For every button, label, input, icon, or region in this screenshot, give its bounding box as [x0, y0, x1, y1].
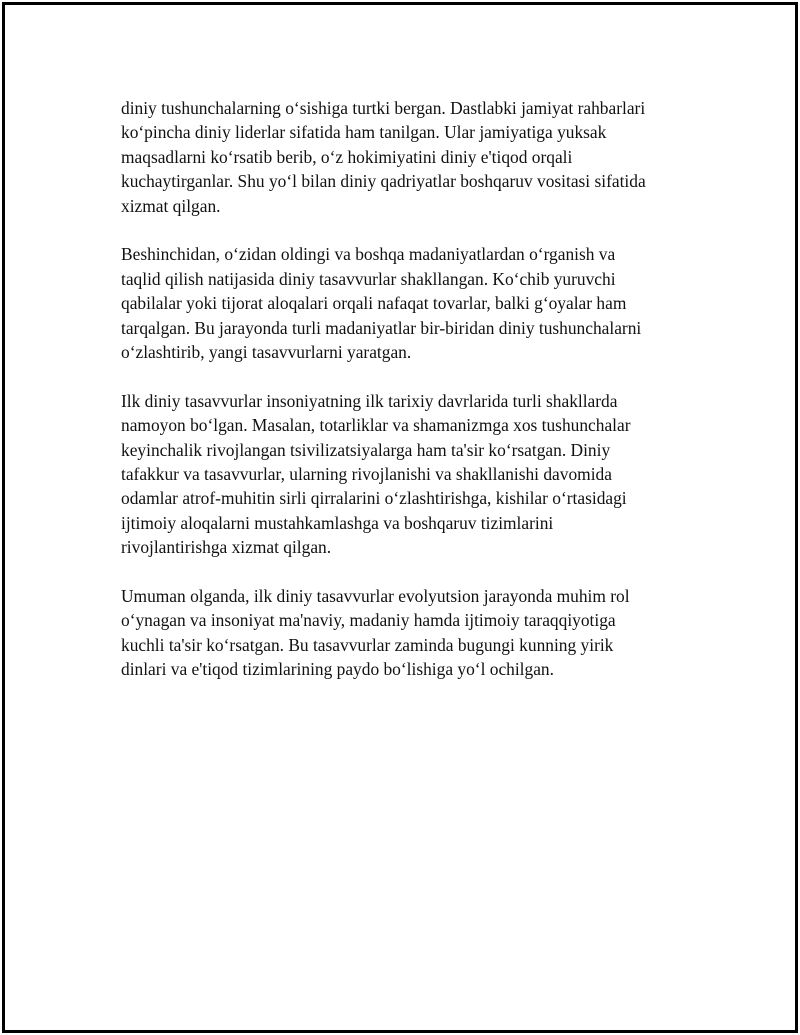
paragraph-line: taqlid qilish natijasida diniy tasavvurlar shakllangan. Ko‘chib yuruvchi — [121, 268, 616, 289]
paragraph-line: dinlari va e'tiqod tizimlarining paydo bo‘lishiga yo‘l ochilgan. — [121, 659, 554, 680]
paragraph-line: keyinchalik rivojlangan tsivilizatsiyalarga ham ta'sir ko‘rsatgan. Diniy — [121, 439, 611, 460]
document-page — [2, 2, 798, 1033]
paragraph-line: ijtimoiy aloqalarni mustahkamlashga va boshqaruv tizimlarini — [121, 512, 554, 533]
paragraph-line: o‘zlashtirib, yangi tasavvurlarni yaratgan. — [121, 342, 412, 363]
paragraph-1 — [121, 96, 701, 218]
paragraph-line: Beshinchidan, o‘zidan oldingi va boshqa madaniyatlardan o‘rganish va — [121, 244, 616, 265]
paragraph-line: Ilk diniy tasavvurlar insoniyatning ilk tarixiy davrlarida turli shakllarda — [121, 390, 618, 411]
paragraph-line: kuchaytirganlar. Shu yo‘l bilan diniy qadriyatlar boshqaruv vositasi sifatida — [121, 171, 646, 192]
paragraph-line: Umuman olganda, ilk diniy tasavvurlar evolyutsion jarayonda muhim rol — [121, 586, 630, 607]
paragraph-line: diniy tushunchalarning o‘sishiga turtki bergan. Dastlabki jamiyat rahbarlari — [121, 98, 646, 118]
paragraph-2 — [121, 242, 701, 364]
paragraph-line: ko‘pincha diniy liderlar sifatida ham tanilgan. Ular jamiyatiga yuksak — [121, 122, 607, 143]
document-body — [121, 96, 701, 706]
paragraph-line: o‘ynagan va insoniyat ma'naviy, madaniy hamda ijtimoiy taraqqiyotiga — [121, 610, 616, 631]
paragraph-line: qabilalar yoki tijorat aloqalari orqali nafaqat tovarlar, balki g‘oyalar ham — [121, 293, 627, 314]
paragraph-line: kuchli ta'sir ko‘rsatgan. Bu tasavvurlar zaminda bugungi kunning yirik — [121, 634, 614, 655]
paragraph-line: maqsadlarni ko‘rsatib berib, o‘z hokimiyatini diniy e'tiqod orqali — [121, 146, 573, 167]
paragraph-line: tarqalgan. Bu jarayonda turli madaniyatlar bir-biridan diniy tushunchalarni — [121, 317, 642, 338]
paragraph-line: rivojlantirishga xizmat qilgan. — [121, 537, 332, 558]
paragraph-line: tafakkur va tasavvurlar, ularning rivojlanishi va shakllanishi davomida — [121, 464, 612, 485]
paragraph-4 — [121, 584, 701, 682]
paragraph-3 — [121, 389, 701, 560]
paragraph-line: namoyon bo‘lgan. Masalan, totarliklar va shamanizmga xos tushunchalar — [121, 415, 631, 436]
paragraph-line: xizmat qilgan. — [121, 195, 221, 216]
paragraph-line: odamlar atrof-muhitin sirli qirralarini o‘zlashtirishga, kishilar o‘rtasidagi — [121, 488, 627, 509]
